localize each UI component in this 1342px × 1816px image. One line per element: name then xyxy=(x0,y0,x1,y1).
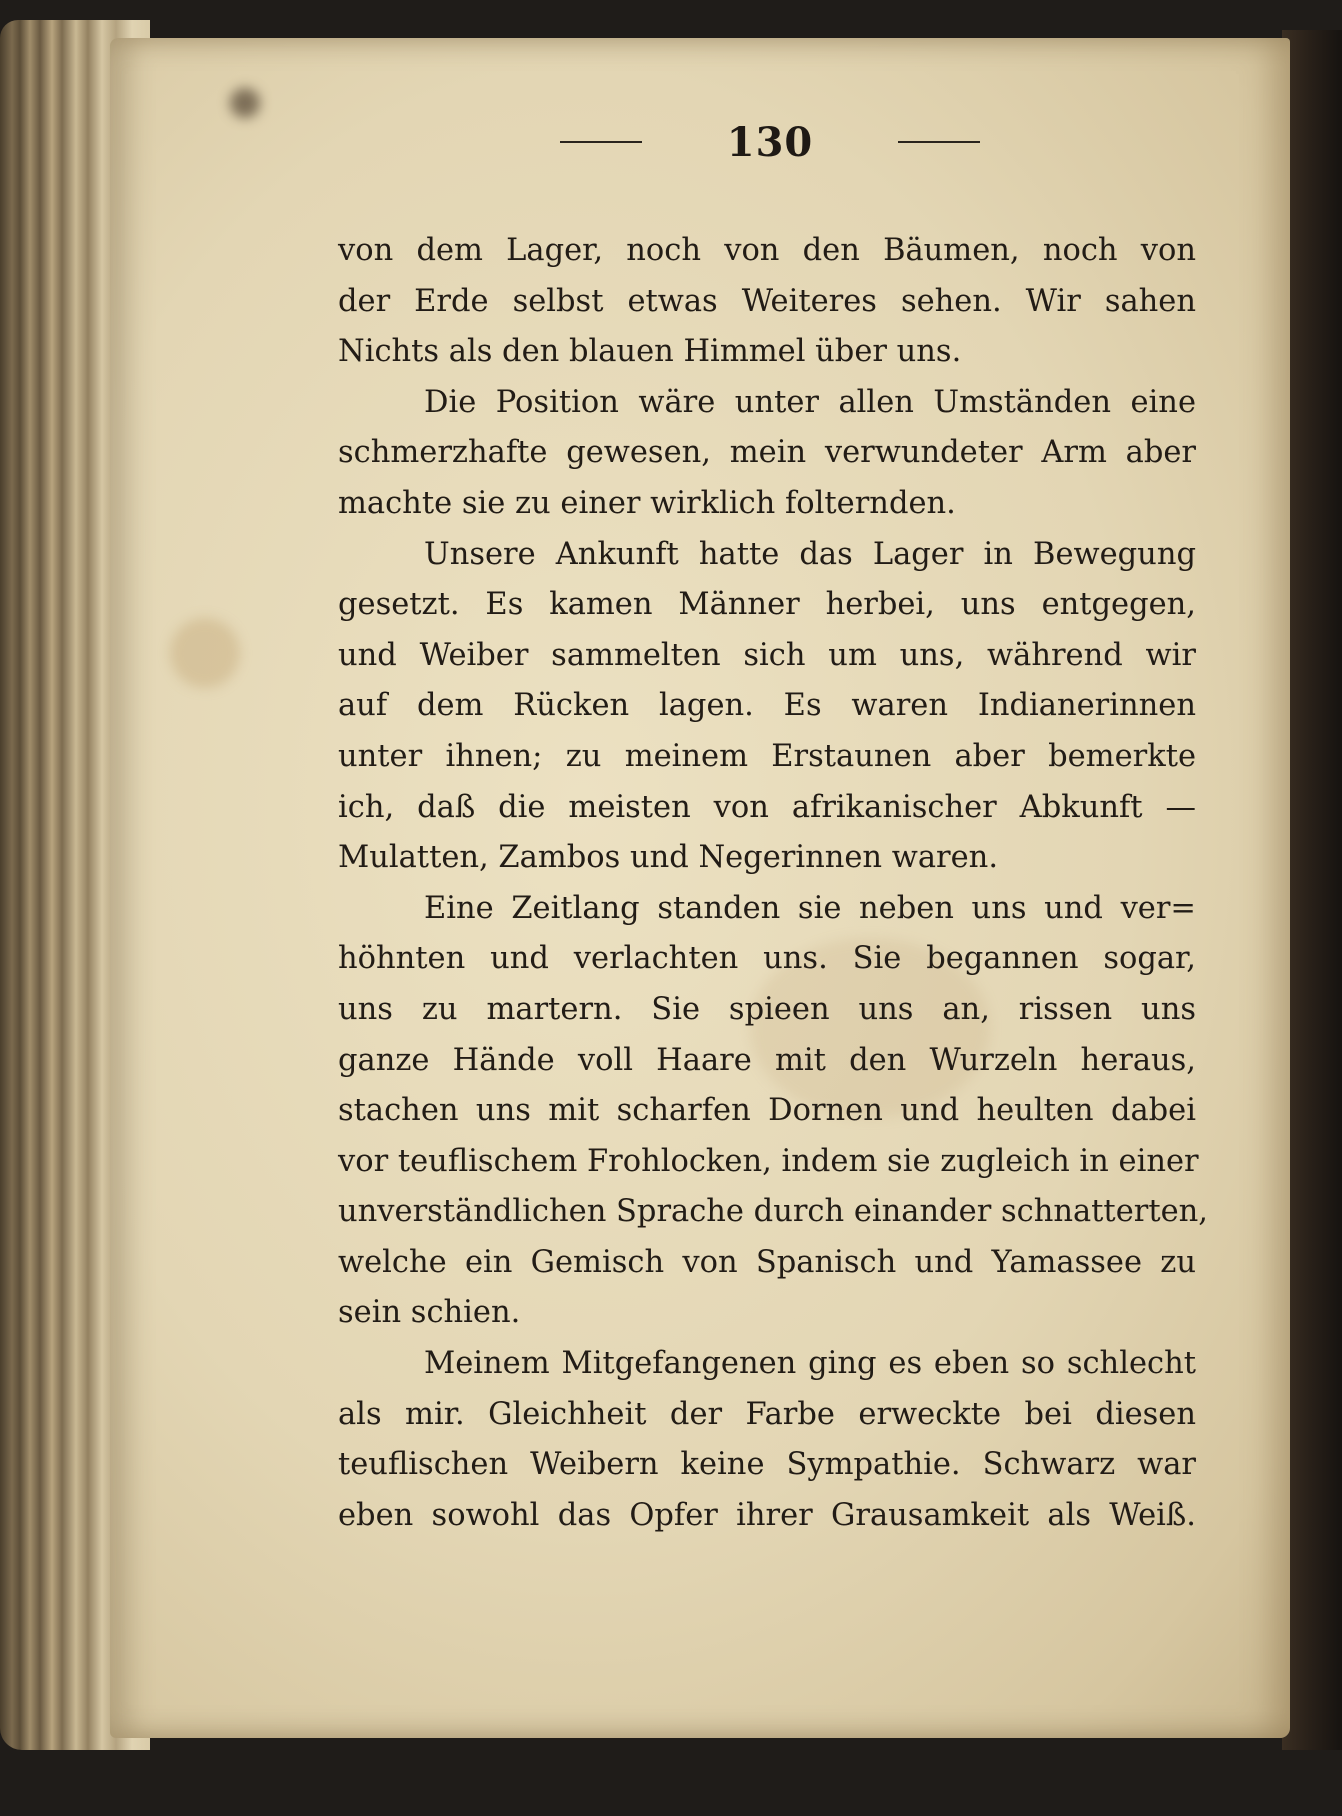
text-line: schmerzhafte gewesen, mein verwundeter Arm aber xyxy=(338,435,1196,471)
text-line: Meinem Mitgefangenen ging es eben so schlecht xyxy=(424,1346,1196,1382)
text-line: unter ihnen; zu meinem Erstaunen aber bemerkte xyxy=(338,738,1196,774)
paper-stain xyxy=(170,618,240,688)
text-line: vor teuflischem Frohlocken, indem sie zugleich in einer xyxy=(338,1143,1199,1179)
text-line: teuflischen Weibern keine Sympathie. Schwarz war xyxy=(338,1447,1196,1483)
text-line: unverständlichen Sprache durch einander schnatterten, xyxy=(338,1194,1208,1230)
text-line: welche ein Gemisch von Spanisch und Yamassee zu xyxy=(338,1244,1196,1280)
book-cover-edge xyxy=(1282,30,1342,1750)
page-number: 130 xyxy=(726,118,814,166)
text-line: Unsere Ankunft hatte das Lager in Bewegung xyxy=(424,536,1196,572)
body-text xyxy=(338,226,1208,1541)
text-line: machte sie zu einer wirklich folternden. xyxy=(338,485,956,521)
text-line: gesetzt. Es kamen Männer herbei, uns entgegen, xyxy=(338,587,1196,623)
text-line: Die Position wäre unter allen Umständen eine xyxy=(424,384,1196,420)
text-line: sein schien. xyxy=(338,1295,521,1331)
text-line: stachen uns mit scharfen Dornen und heulten dabei xyxy=(338,1093,1196,1129)
text-line: und Weiber sammelten sich um uns, während wir xyxy=(338,637,1196,673)
text-line: von dem Lager, noch von den Bäumen, noch von xyxy=(338,233,1196,268)
header-rule-right xyxy=(898,141,980,143)
text-line: als mir. Gleichheit der Farbe erweckte bei diesen xyxy=(338,1396,1196,1432)
text-line: Mulatten, Zambos und Negerinnen waren. xyxy=(338,840,999,876)
ink-spot xyxy=(230,88,260,118)
page-header xyxy=(560,112,980,172)
text-line: auf dem Rücken lagen. Es waren Indianerinnen xyxy=(338,688,1196,724)
text-line: Nichts als den blauen Himmel über uns. xyxy=(338,334,962,370)
text-line: ich, daß die meisten von afrikanischer Abkunft — xyxy=(338,789,1196,825)
text-line: uns zu martern. Sie spieen uns an, rissen uns xyxy=(338,991,1196,1027)
text-line: der Erde selbst etwas Weiteres sehen. Wir sahen xyxy=(338,283,1196,319)
header-rule-left xyxy=(560,141,642,143)
text-line: ganze Hände voll Haare mit den Wurzeln heraus, xyxy=(338,1042,1196,1078)
text-line: Eine Zeitlang standen sie neben uns und ver= xyxy=(424,890,1196,926)
text-line: eben sowohl das Opfer ihrer Grausamkeit als Weiß. xyxy=(338,1497,1196,1533)
text-line: höhnten und verlachten uns. Sie begannen sogar, xyxy=(338,941,1196,977)
